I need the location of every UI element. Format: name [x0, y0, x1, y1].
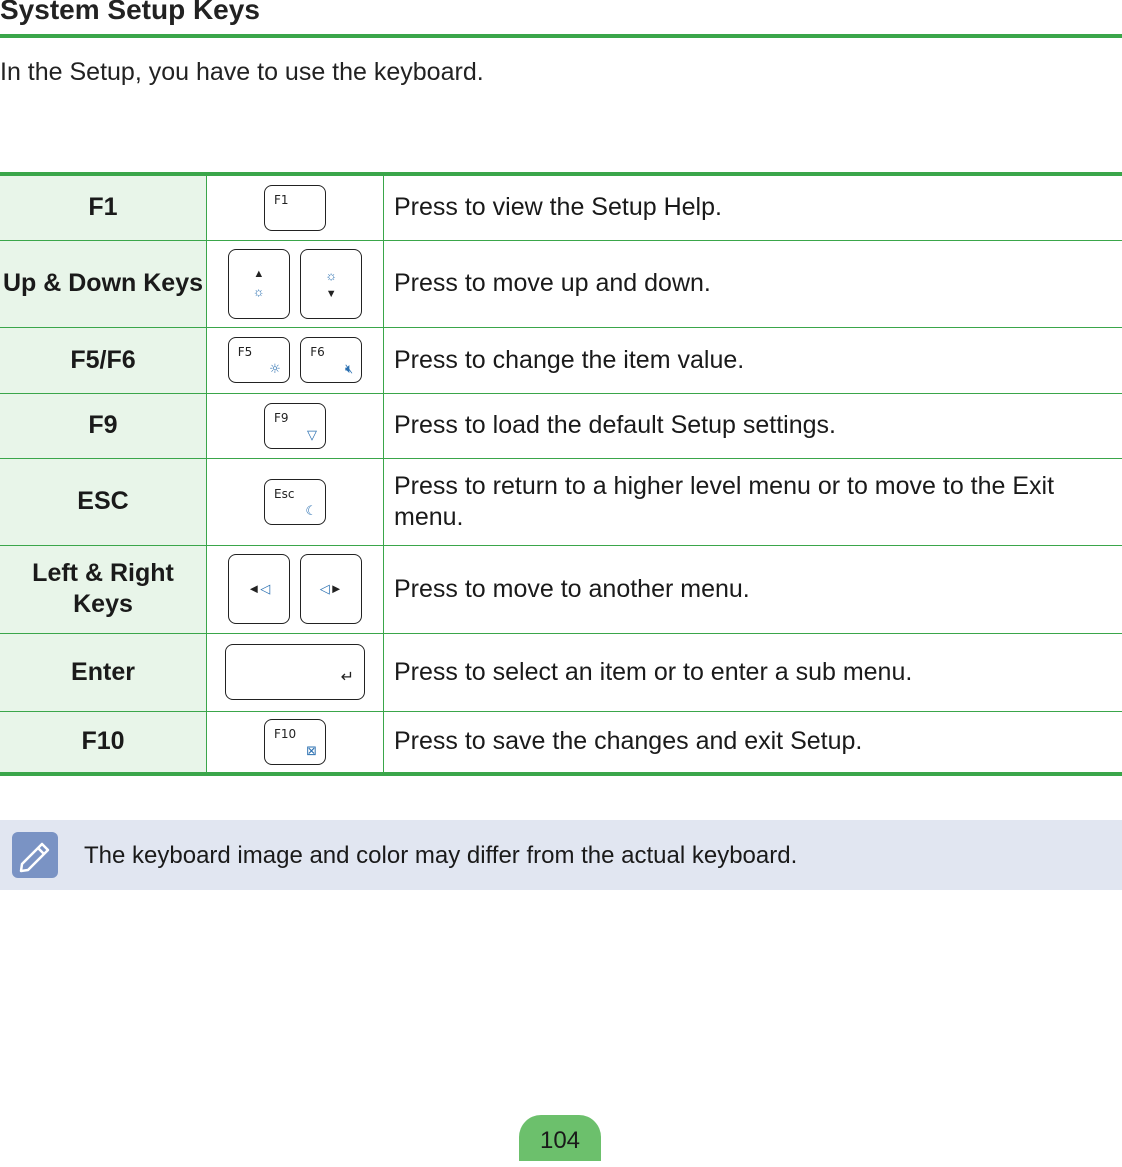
esc-keycap: [264, 479, 326, 525]
key-label: F6: [310, 345, 325, 359]
key-image: [207, 393, 384, 458]
table-row: [0, 633, 1122, 711]
pencil-note-icon: [12, 832, 58, 878]
intro-text: In the Setup, you have to use the keyboard.: [0, 58, 484, 87]
table-row: [0, 458, 1122, 545]
up-arrow-icon: ▲: [253, 268, 264, 280]
antenna-icon: ▽: [307, 428, 317, 443]
key-name: ESC: [0, 458, 207, 545]
f6-keycap: [300, 337, 362, 383]
key-image: [207, 174, 384, 240]
key-label: F1: [274, 193, 289, 207]
note-text: The keyboard image and color may differ from the actual keyboard.: [84, 842, 797, 870]
key-description: Press to move to another menu.: [384, 545, 1122, 633]
key-label: F5: [238, 345, 253, 359]
key-description: Press to load the default Setup settings.: [384, 393, 1122, 458]
table-row: [0, 393, 1122, 458]
enter-keycap: [225, 644, 365, 700]
down-keycap: [300, 249, 362, 319]
key-description: Press to view the Setup Help.: [384, 174, 1122, 240]
f9-keycap: [264, 403, 326, 449]
table-row: [0, 711, 1122, 774]
key-label: F9: [274, 411, 289, 425]
up-keycap: [228, 249, 290, 319]
title-divider: [0, 34, 1122, 38]
brightness-icon: ☼: [253, 284, 265, 299]
left-arrow-icon: ◄◁: [229, 581, 289, 597]
key-image: [207, 240, 384, 327]
note-box: [0, 820, 1122, 890]
key-description: Press to select an item or to enter a sub menu.: [384, 633, 1122, 711]
right-arrow-icon: ◁►: [301, 581, 361, 597]
table-row: [0, 545, 1122, 633]
key-label: F10: [274, 727, 296, 741]
key-name: F10: [0, 711, 207, 774]
key-description: Press to save the changes and exit Setup.: [384, 711, 1122, 774]
mute-icon: 🔇︎: [345, 362, 353, 377]
key-image: [207, 545, 384, 633]
enter-icon: ↵: [341, 667, 354, 687]
page-number: 104: [519, 1115, 601, 1161]
left-keycap: [228, 554, 290, 624]
key-label: Esc: [274, 487, 294, 501]
page-title: System Setup Keys: [0, 0, 260, 26]
key-description: Press to return to a higher level menu or to move to the Exit menu.: [384, 458, 1122, 545]
key-name: Enter: [0, 633, 207, 711]
f10-keycap: [264, 719, 326, 765]
key-name: Left & Right Keys: [0, 545, 207, 633]
touchpad-icon: ⊠: [306, 744, 317, 759]
moon-icon: ☾: [305, 504, 317, 519]
key-image: [207, 633, 384, 711]
key-image: [207, 711, 384, 774]
table-row: [0, 174, 1122, 240]
brightness-icon: ☼: [269, 362, 281, 377]
brightness-icon: ☼: [325, 268, 337, 283]
f5-keycap: [228, 337, 290, 383]
right-keycap: [300, 554, 362, 624]
f1-keycap: [264, 185, 326, 231]
setup-keys-table: [0, 172, 1122, 776]
key-image: [207, 458, 384, 545]
key-name: Up & Down Keys: [0, 240, 207, 327]
down-arrow-icon: ▼: [326, 288, 337, 300]
table-row: [0, 327, 1122, 393]
key-name: F1: [0, 174, 207, 240]
key-image: [207, 327, 384, 393]
table-row: [0, 240, 1122, 327]
key-description: Press to move up and down.: [384, 240, 1122, 327]
key-name: F9: [0, 393, 207, 458]
key-description: Press to change the item value.: [384, 327, 1122, 393]
key-name: F5/F6: [0, 327, 207, 393]
